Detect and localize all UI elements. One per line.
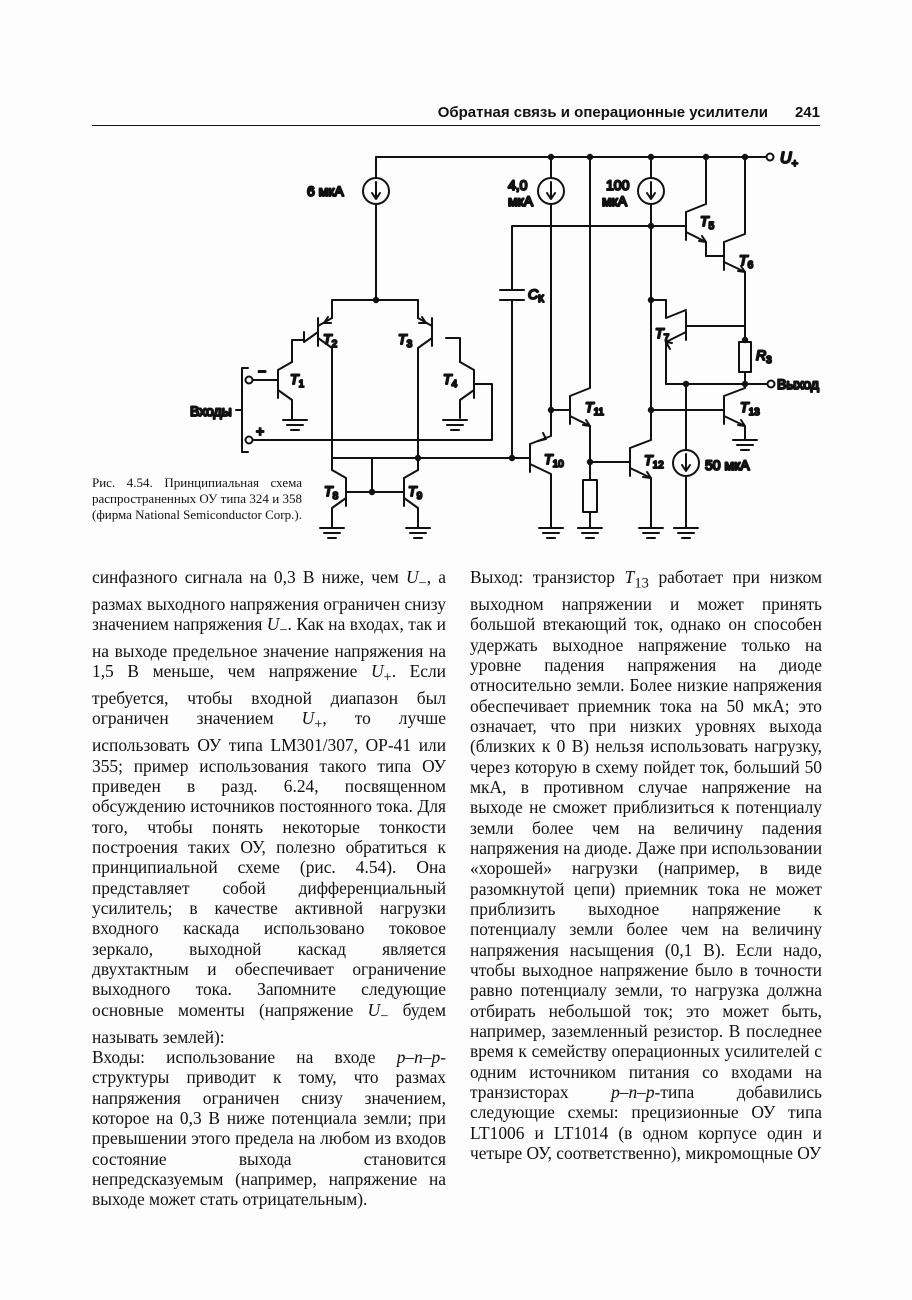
resistor-r3 <box>739 326 751 387</box>
t1-label: $T_1$ <box>290 371 305 390</box>
paragraph-common-mode <box>92 567 446 1047</box>
t11-label: $T_{11}$ <box>585 399 604 418</box>
t10-label: $T_{10}$ <box>544 451 564 470</box>
text-run: будем называть землей): <box>92 999 446 1047</box>
paragraph-inputs <box>92 1047 446 1210</box>
text-run: работает при низком выходном напряжении и может принять большой втекающий ток, однако он способен удержать выходное напряжение только на уровне падения напряжения на диоде относительно земли. Более низкие напряжения обеспечивает приемник тока на 50 мкА; это означает, что при низких уровнях выхода (близких к 0 В) нельзя использовать нагрузку, через которую в схему пойдет ток, больший 50 мкА, в противном случае напряжение на выходе не сможет приблизиться к потенциалу земли более чем на величину падения напряжения на диоде. Даже при использовании «хорошей» нагрузки (например, в виде разомкнутой цепи) приемник тока не может приблизить выходное напряжение к потенциалу земли более чем на величину напряжения насыщения (0,1 В). Если надо, чтобы выходное напряжение было в точности равно потенциалу земли, то нагрузка должна отбирать небольшой ток; это может быть, например, заземленный резистор. В последнее время к семейству операционных усилителей с одним источником питания со входами на транзисторах <box>470 567 822 1103</box>
transistor-t11 <box>551 157 602 538</box>
pnp-term: p–n–p <box>396 1046 441 1067</box>
transistor-t10 <box>530 410 563 538</box>
transistor-t1 <box>246 332 319 430</box>
t13-label: $T_{13}$ <box>740 399 760 418</box>
transistor-t4 <box>246 338 493 444</box>
output-label: Выход <box>777 376 819 392</box>
var-t: T <box>624 567 635 587</box>
current-4ua-unit: мкА <box>508 193 534 209</box>
var-sub: − <box>380 1008 389 1025</box>
var-u: U <box>367 999 381 1020</box>
vplus-label: $U_+$ <box>780 150 798 170</box>
var-u: U <box>370 661 384 682</box>
current-source-6ua <box>363 157 389 303</box>
text-column-right <box>470 567 822 1163</box>
transistor-t3 <box>376 300 432 458</box>
t5-label: $T_5$ <box>700 213 715 232</box>
t2-label: $T_2$ <box>323 331 338 350</box>
pnp-term: p–n–p <box>611 1082 655 1103</box>
transistor-t5 <box>651 157 706 256</box>
current-100ua-value: 100 <box>606 177 630 193</box>
var-sub: − <box>279 622 288 639</box>
t12-label: $T_{12}$ <box>644 452 664 471</box>
var-u: U <box>301 708 315 729</box>
running-title: Обратная связь и операционные усилители <box>437 104 768 121</box>
caption-label: Рис. 4.54. <box>92 475 153 490</box>
t6-label: $T_6$ <box>739 252 754 271</box>
current-source-50ua <box>673 384 699 538</box>
var-sub: − <box>418 575 427 592</box>
text-run: . Если требуется, чтобы входной диапазон был ограничен значением <box>92 661 446 729</box>
caption-text: Принципиальная схема распространенных ОУ типа 324 и 358 (фирма National Semiconductor Corp.). <box>92 475 302 522</box>
transistor-t2 <box>318 300 376 458</box>
text-run: -структуры приводит к тому, что размах напряжения ограничен снизу значением, которое на 0,3 В ниже потенциала земли; при превышении этого предела на любом из входов состояние выхода становится непредсказуемым (например, напряжение на выходе может стать отрицательным). <box>92 1046 446 1210</box>
plus-label: + <box>256 423 265 439</box>
transistor-t6 <box>706 157 745 340</box>
inputs-label: Входы <box>190 403 232 419</box>
output-node <box>666 381 775 388</box>
text-run: , а размах выходного напряжения ограничен снизу значением напряжения <box>92 567 446 635</box>
paragraph-output <box>470 567 822 1163</box>
current-50ua-label: 50 мкА <box>705 457 750 473</box>
current-source-100ua <box>638 157 664 413</box>
t8-label: $T_8$ <box>324 483 339 502</box>
var-u: U <box>266 614 280 635</box>
text-column-left <box>92 567 446 1210</box>
t7-label: $T_7$ <box>655 325 670 344</box>
text-run: . Как на входах, так и на выходе предельное значение напряжения на 1,5 В меньше, чем напряжение <box>92 614 446 682</box>
figure-caption <box>92 475 302 523</box>
var-sub: + <box>383 669 392 686</box>
transistor-t12 <box>590 410 663 538</box>
text-run: Выход: транзистор <box>470 567 625 587</box>
minus-label: − <box>258 363 267 379</box>
page-number: 241 <box>794 104 820 121</box>
ck-label: $C_К$ <box>528 286 544 305</box>
capacitor-ck <box>500 226 651 458</box>
var-sub: 13 <box>634 575 649 592</box>
current-source-4ua <box>538 157 564 413</box>
transistor-t13 <box>651 384 757 450</box>
t4-label: $T_4$ <box>443 371 458 390</box>
text-run: синфазного сигнала на 0,3 В ниже, чем <box>92 567 406 587</box>
text-run: -типа добавились следующие схемы: прецизионные ОУ типа LT1006 и LT1014 (в одном корпусе один и четыре ОУ, соответственно), микромощные ОУ <box>470 1082 822 1164</box>
text-run: , то лучше использовать ОУ типа LM301/307, OP-41 или 355; пример использования такого типа ОУ приведен в разд. 6.24, посвященном обсуждению источников постоянного тока. Для того, чтобы понять некоторые тонкости построения таких ОУ, полезно обратиться к принципиальной схеме (рис. 4.54). Она представляет собой дифференциальный усилитель; в качестве активной нагрузки входного каскада использовано токовое зеркало, выходной каскад является двухтактным и обеспечивает ограничение выходного тока. Запомните следующие основные моменты (напряжение <box>92 708 447 1020</box>
r3-label: $R_3$ <box>756 347 772 366</box>
t3-label: $T_3$ <box>398 331 413 350</box>
t9-label: $T_9$ <box>408 483 423 502</box>
text-run: Входы: использование на входе <box>92 1046 397 1067</box>
current-100ua-unit: мкА <box>602 193 628 209</box>
var-sub: + <box>314 716 323 733</box>
current-6ua-label: 6 мкА <box>307 183 344 199</box>
var-u: U <box>405 567 419 587</box>
current-4ua-value: 4,0 <box>508 177 528 193</box>
supply-rail <box>376 154 774 161</box>
